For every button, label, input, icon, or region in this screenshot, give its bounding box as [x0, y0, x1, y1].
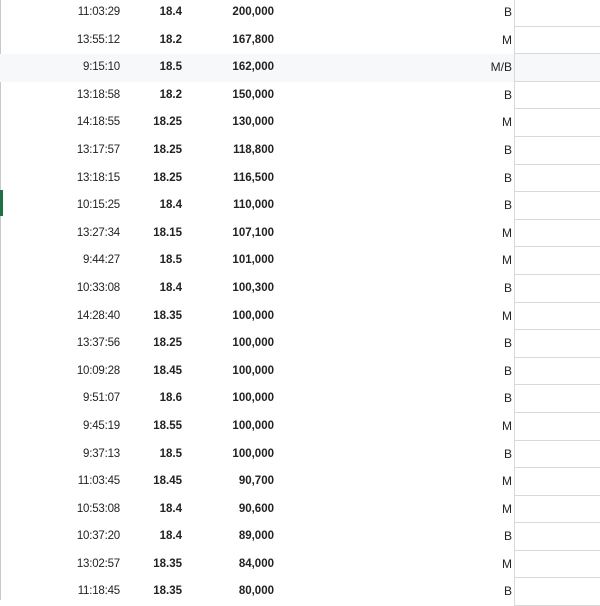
price-cell[interactable]: 18.4	[159, 199, 182, 212]
table-row[interactable]	[0, 0, 600, 27]
time-cell[interactable]: 13:37:56	[76, 337, 120, 350]
volume-cell[interactable]: 101,000	[232, 254, 274, 267]
empty-cell[interactable]	[514, 496, 600, 524]
table-row[interactable]	[0, 303, 600, 331]
table-row[interactable]	[0, 165, 600, 193]
empty-cell[interactable]	[514, 54, 600, 82]
table-row[interactable]	[0, 137, 600, 165]
table-row[interactable]	[0, 496, 600, 524]
time-cell[interactable]: 13:02:57	[76, 557, 120, 570]
volume-cell[interactable]: 167,800	[232, 33, 274, 46]
type-cell[interactable]: M	[502, 225, 512, 240]
volume-cell[interactable]: 90,700	[238, 475, 274, 488]
price-cell[interactable]: 18.45	[153, 364, 182, 377]
price-cell[interactable]: 18.4	[159, 530, 182, 543]
price-cell[interactable]: 18.15	[153, 226, 182, 239]
empty-cell[interactable]	[514, 303, 600, 331]
table-row[interactable]	[0, 413, 600, 441]
price-cell[interactable]: 18.25	[153, 171, 182, 184]
type-cell[interactable]: B	[503, 142, 512, 157]
time-cell[interactable]: 10:15:25	[76, 199, 120, 212]
type-cell[interactable]: B	[503, 336, 512, 351]
type-cell[interactable]: B	[503, 198, 512, 213]
empty-cell[interactable]	[514, 358, 600, 386]
price-cell[interactable]: 18.25	[153, 337, 182, 350]
volume-cell[interactable]: 107,100	[232, 226, 274, 239]
type-cell[interactable]: B	[503, 5, 512, 19]
volume-cell[interactable]: 100,000	[232, 392, 274, 405]
table-row[interactable]	[0, 109, 600, 137]
volume-cell[interactable]: 200,000	[232, 6, 274, 18]
volume-cell[interactable]: 110,000	[233, 199, 274, 212]
empty-cell[interactable]	[514, 109, 600, 137]
type-cell[interactable]: M/B	[490, 60, 512, 75]
time-cell[interactable]: 9:15:10	[83, 61, 120, 74]
empty-cell[interactable]	[514, 578, 600, 606]
time-cell[interactable]: 9:44:27	[83, 254, 120, 267]
volume-cell[interactable]: 80,000	[238, 585, 274, 598]
volume-cell[interactable]: 130,000	[232, 116, 274, 129]
empty-cell[interactable]	[514, 0, 600, 27]
volume-cell[interactable]: 116,500	[233, 171, 274, 184]
volume-cell[interactable]: 90,600	[238, 502, 274, 515]
type-cell[interactable]: M	[502, 418, 512, 433]
table-row[interactable]	[0, 275, 600, 303]
type-cell[interactable]: B	[503, 391, 512, 406]
price-cell[interactable]: 18.2	[159, 88, 182, 101]
empty-cell[interactable]	[514, 275, 600, 303]
volume-cell[interactable]: 100,000	[232, 447, 274, 460]
table-row[interactable]	[0, 468, 600, 496]
empty-cell[interactable]	[514, 247, 600, 275]
type-cell[interactable]: B	[503, 170, 512, 185]
time-cell[interactable]: 10:37:20	[76, 530, 120, 543]
type-cell[interactable]: M	[502, 115, 512, 130]
price-cell[interactable]: 18.5	[159, 254, 182, 267]
time-cell[interactable]: 14:18:55	[76, 116, 120, 129]
type-cell[interactable]: M	[502, 556, 512, 571]
table-row[interactable]	[0, 220, 600, 248]
type-cell[interactable]: B	[503, 529, 512, 544]
empty-cell[interactable]	[514, 137, 600, 165]
empty-cell[interactable]	[514, 82, 600, 110]
table-row[interactable]	[0, 82, 600, 110]
volume-cell[interactable]: 100,000	[232, 309, 274, 322]
time-cell[interactable]: 11:03:45	[77, 475, 120, 488]
type-cell[interactable]: B	[503, 280, 512, 295]
empty-cell[interactable]	[514, 192, 600, 220]
time-cell[interactable]: 13:55:12	[76, 33, 120, 46]
table-row[interactable]	[0, 247, 600, 275]
table-row[interactable]	[0, 441, 600, 469]
price-cell[interactable]: 18.45	[153, 475, 182, 488]
volume-cell[interactable]: 100,300	[232, 281, 274, 294]
table-row[interactable]	[0, 27, 600, 55]
time-cell[interactable]: 13:18:58	[76, 88, 120, 101]
table-row[interactable]	[0, 54, 600, 82]
price-cell[interactable]: 18.55	[153, 419, 182, 432]
price-cell[interactable]: 18.2	[159, 33, 182, 46]
price-cell[interactable]: 18.25	[153, 143, 182, 156]
time-cell[interactable]: 10:09:28	[76, 364, 120, 377]
empty-cell[interactable]	[514, 220, 600, 248]
time-cell[interactable]: 14:28:40	[76, 309, 120, 322]
price-cell[interactable]: 18.25	[153, 116, 182, 129]
empty-cell[interactable]	[514, 551, 600, 579]
price-cell[interactable]: 18.4	[159, 6, 182, 18]
volume-cell[interactable]: 150,000	[232, 88, 274, 101]
time-cell[interactable]: 11:18:45	[77, 585, 120, 598]
volume-cell[interactable]: 100,000	[232, 364, 274, 377]
empty-cell[interactable]	[514, 441, 600, 469]
empty-cell[interactable]	[514, 27, 600, 55]
time-cell[interactable]: 13:17:57	[76, 143, 120, 156]
time-cell[interactable]: 13:18:15	[76, 171, 120, 184]
type-cell[interactable]: B	[503, 363, 512, 378]
type-cell[interactable]: M	[502, 32, 512, 47]
empty-cell[interactable]	[514, 385, 600, 413]
price-cell[interactable]: 18.6	[159, 392, 182, 405]
table-row[interactable]	[0, 192, 600, 220]
price-cell[interactable]: 18.5	[159, 447, 182, 460]
empty-cell[interactable]	[514, 165, 600, 193]
time-cell[interactable]: 9:37:13	[83, 447, 120, 460]
type-cell[interactable]: B	[503, 446, 512, 461]
empty-cell[interactable]	[514, 413, 600, 441]
price-cell[interactable]: 18.4	[159, 502, 182, 515]
empty-cell[interactable]	[514, 523, 600, 551]
volume-cell[interactable]: 100,000	[232, 419, 274, 432]
table-row[interactable]	[0, 385, 600, 413]
type-cell[interactable]: B	[503, 87, 512, 102]
table-row[interactable]	[0, 358, 600, 386]
type-cell[interactable]: M	[502, 501, 512, 516]
table-row[interactable]	[0, 578, 600, 606]
table-row[interactable]	[0, 523, 600, 551]
price-cell[interactable]: 18.4	[159, 281, 182, 294]
volume-cell[interactable]: 118,800	[233, 143, 274, 156]
volume-cell[interactable]: 162,000	[232, 61, 274, 74]
type-cell[interactable]: M	[502, 474, 512, 489]
time-cell[interactable]: 13:27:34	[76, 226, 120, 239]
table-row[interactable]	[0, 330, 600, 358]
time-cell[interactable]: 10:33:08	[76, 281, 120, 294]
price-cell[interactable]: 18.35	[153, 557, 182, 570]
volume-cell[interactable]: 89,000	[238, 530, 274, 543]
price-cell[interactable]: 18.35	[153, 309, 182, 322]
table-row[interactable]	[0, 551, 600, 579]
type-cell[interactable]: M	[502, 253, 512, 268]
price-cell[interactable]: 18.5	[159, 61, 182, 74]
time-cell[interactable]: 9:51:07	[83, 392, 120, 405]
price-cell[interactable]: 18.35	[153, 585, 182, 598]
empty-cell[interactable]	[514, 468, 600, 496]
time-cell[interactable]: 9:45:19	[83, 419, 120, 432]
volume-cell[interactable]: 84,000	[238, 557, 274, 570]
volume-cell[interactable]: 100,000	[232, 337, 274, 350]
time-cell[interactable]: 10:53:08	[76, 502, 120, 515]
empty-cell[interactable]	[514, 330, 600, 358]
type-cell[interactable]: M	[502, 308, 512, 323]
time-cell[interactable]: 11:03:29	[77, 6, 120, 18]
type-cell[interactable]: B	[503, 584, 512, 599]
